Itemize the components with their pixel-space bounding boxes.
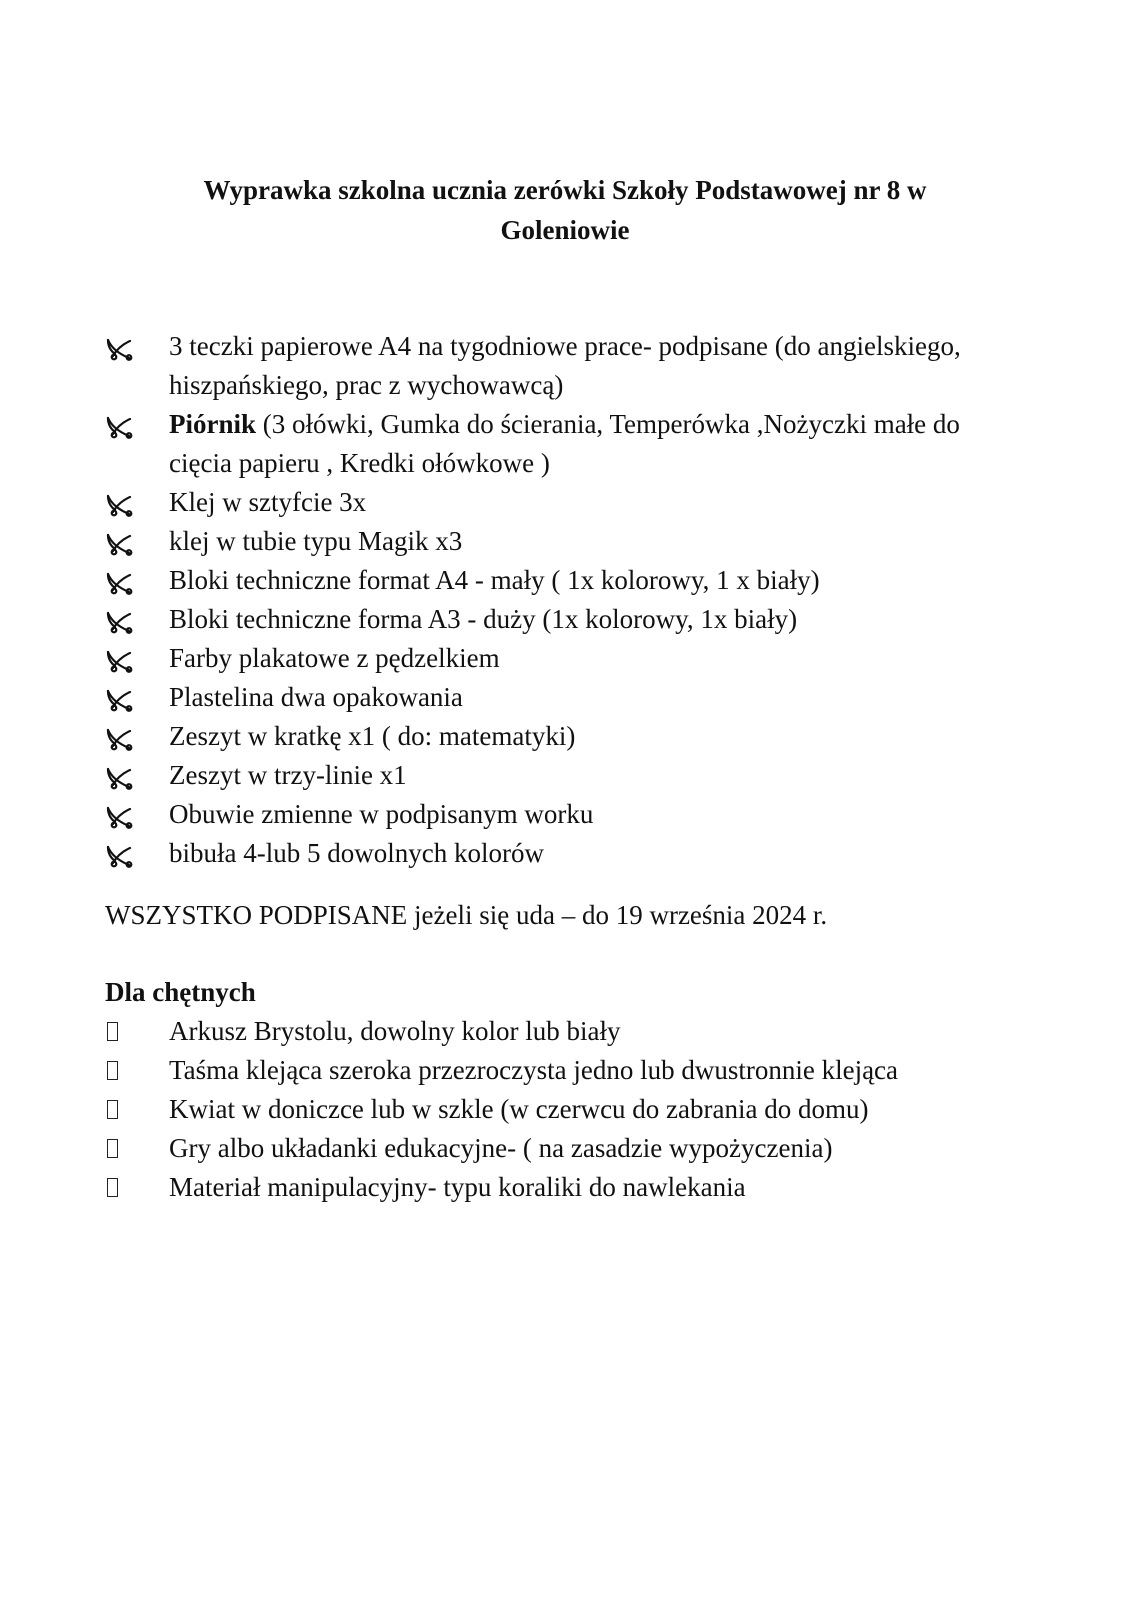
scissors-like-bullet-icon [105,756,169,790]
item-label: klej w tubie typu Magik x3 [169,526,463,556]
optional-list-item [105,1129,1025,1168]
list-item [105,483,1025,522]
missing-glyph-box-icon [107,1178,118,1197]
item-label: Farby plakatowe z pędzelkiem [169,643,500,673]
item-label: bibuła 4-lub 5 dowolnych kolorów [169,838,544,868]
optional-heading: Dla chętnych [105,977,256,1007]
scissors-like-bullet-icon [105,600,169,634]
scissors-like-bullet-icon [105,834,169,868]
scissors-like-bullet-icon [105,795,169,829]
scissors-like-bullet-icon [105,678,169,712]
list-item [105,834,1025,873]
list-item [105,561,1025,600]
list-item [105,678,1025,717]
list-item [105,717,1025,756]
item-label: Klej w sztyfcie 3x [169,487,367,517]
optional-list-item [105,1012,1025,1051]
item-label: Bloki techniczne forma A3 - duży (1x kolorowy, 1x biały) [169,604,798,634]
item-label: Plastelina dwa opakowania [169,682,463,712]
item-label: Zeszyt w kratkę x1 ( do: matematyki) [169,721,576,751]
supply-list [105,327,1025,873]
item-bold-label: Piórnik [169,409,257,439]
optional-list-item [105,1090,1025,1129]
list-item [105,327,1025,405]
missing-glyph-box-icon [107,1022,118,1041]
optional-item-label: Kwiat w doniczce lub w szkle (w czerwcu do zabrania do domu) [169,1094,869,1124]
optional-list-item [105,1168,1025,1207]
scissors-like-bullet-icon [105,327,169,361]
item-label: Obuwie zmienne w podpisanym worku [169,799,594,829]
list-item [105,795,1025,834]
scissors-like-bullet-icon [105,405,169,439]
list-item [105,405,1025,483]
list-item [105,639,1025,678]
optional-item-label: Materiał manipulacyjny- typu koraliki do nawlekania [169,1172,746,1202]
list-item [105,522,1025,561]
missing-glyph-box-icon [107,1100,118,1119]
signing-notice: WSZYSTKO PODPISANE jeżeli się uda – do 19 września 2024 r. [105,900,828,930]
item-label: (3 ołówki, Gumka do ścierania, Temperówka ,Nożyczki małe do cięcia papieru , Kredki ołówkowe ) [169,409,960,478]
missing-glyph-box-icon [107,1061,118,1080]
optional-item-label: Arkusz Brystolu, dowolny kolor lub biały [169,1016,621,1046]
optional-list-item [105,1051,1025,1090]
scissors-like-bullet-icon [105,639,169,673]
page-title: Wyprawka szkolna ucznia zerówki Szkoły Podstawowej nr 8 w Goleniowie [203,175,927,245]
list-item [105,600,1025,639]
optional-list [105,1012,1025,1207]
optional-item-label: Gry albo układanki edukacyjne- ( na zasadzie wypożyczenia) [169,1133,833,1163]
scissors-like-bullet-icon [105,717,169,751]
missing-glyph-box-icon [107,1139,118,1158]
scissors-like-bullet-icon [105,483,169,517]
item-label: 3 teczki papierowe A4 na tygodniowe prace- podpisane (do angielskiego, hiszpańskiego, prac z wychowawcą) [169,331,961,400]
item-label: Bloki techniczne format A4 - mały ( 1x kolorowy, 1 x biały) [169,565,820,595]
list-item [105,756,1025,795]
scissors-like-bullet-icon [105,522,169,556]
optional-item-label: Taśma klejąca szeroka przezroczysta jedno lub dwustronnie klejąca [169,1055,899,1085]
item-label: Zeszyt w trzy-linie x1 [169,760,407,790]
scissors-like-bullet-icon [105,561,169,595]
